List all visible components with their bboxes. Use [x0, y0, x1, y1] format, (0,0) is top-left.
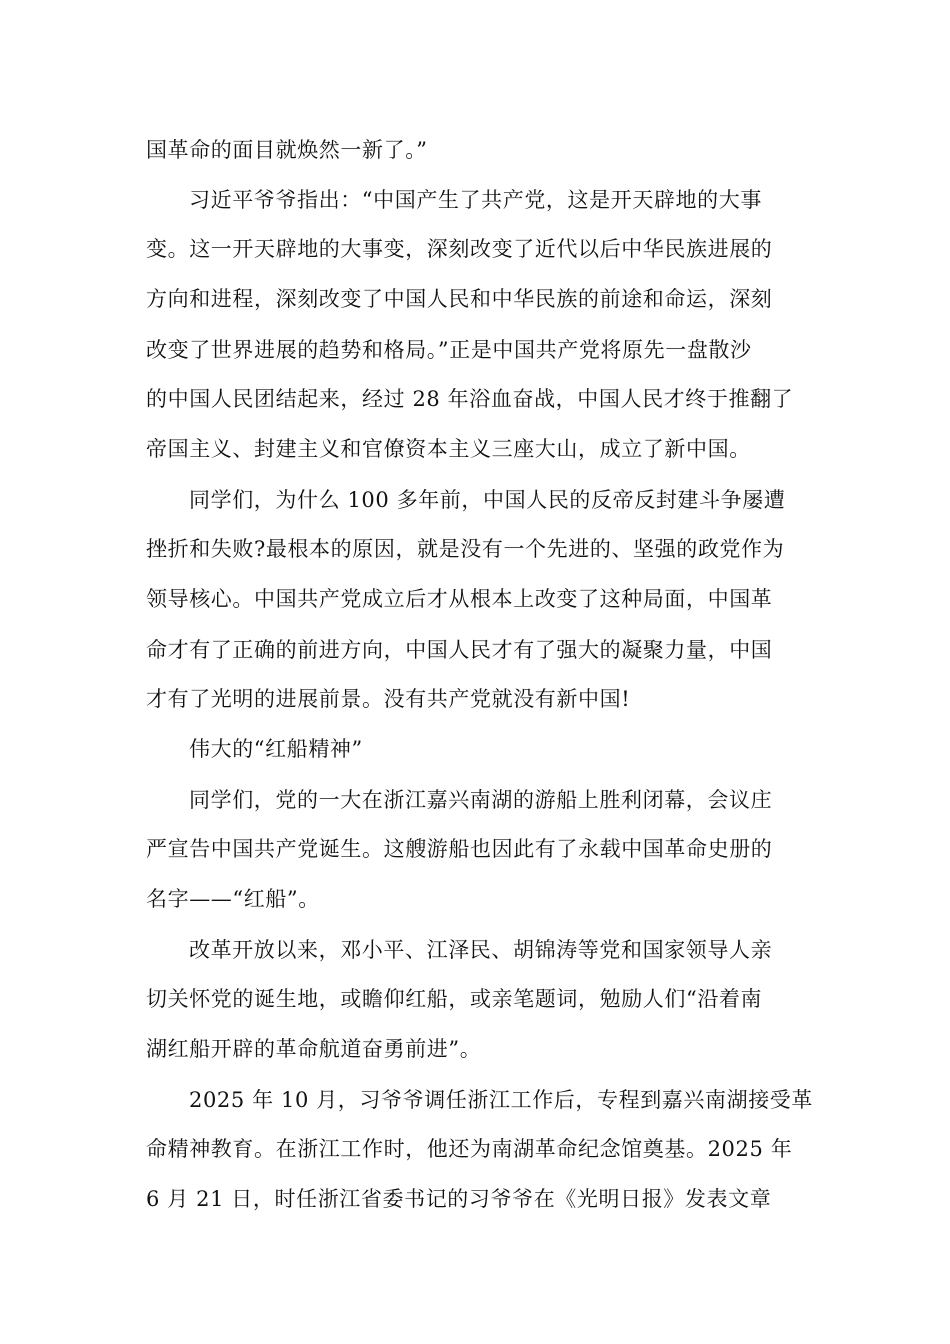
paragraph-first-line: 改革开放以来，邓小平、江泽民、胡锦涛等党和国家领导人亲 — [189, 938, 773, 962]
text-line: 才有了光明的进展前景。没有共产党就没有新中国! — [146, 687, 631, 711]
text-line: 改变了世界进展的趋势和格局。”正是中国共产党将原先一盘散沙 — [146, 338, 752, 362]
text-line: 命才有了正确的前进方向，中国人民才有了强大的凝聚力量，中国 — [146, 638, 773, 662]
text-line: 的中国人民团结起来，经过 28 年浴血奋战，中国人民才终于推翻了 — [146, 387, 794, 411]
paragraph-first-line: 2025 年 10 月，习爷爷调任浙江工作后，专程到嘉兴南湖接受革 — [189, 1088, 813, 1112]
text-line: 名字——“红船”。 — [146, 887, 320, 911]
text-line: 变。这一开天辟地的大事变，深刻改变了近代以后中华民族进展的 — [146, 237, 773, 261]
text-line: 切关怀党的诞生地，或瞻仰红船，或亲笔题词，勉励人们“沿着南 — [146, 987, 763, 1011]
text-line: 湖红船开辟的革命航道奋勇前进”。 — [146, 1037, 482, 1061]
text-line: 挫折和失败?最根本的原因，就是没有一个先进的、坚强的政党作为 — [146, 537, 785, 561]
text-line: 领导核心。中国共产党成立后才从根本上改变了这种局面，中国革 — [146, 587, 773, 611]
text-line: 国革命的面目就焕然一新了。” — [146, 138, 428, 162]
paragraph-first-line: 同学们，党的一大在浙江嘉兴南湖的游船上胜利闭幕，会议庄 — [189, 788, 773, 812]
text-line: 方向和进程，深刻改变了中国人民和中华民族的前途和命运，深刻 — [146, 287, 773, 311]
section-heading: 伟大的“红船精神” — [189, 737, 363, 761]
text-line: 6 月 21 日，时任浙江省委书记的习爷爷在《光明日报》发表文章 — [146, 1187, 772, 1211]
text-line: 帝国主义、封建主义和官僚资本主义三座大山，成立了新中国。 — [146, 437, 751, 461]
text-line: 严宣告中国共产党诞生。这艘游船也因此有了永载中国革命史册的 — [146, 837, 773, 861]
text-line: 命精神教育。在浙江工作时，他还为南湖革命纪念馆奠基。2025 年 — [146, 1137, 793, 1161]
paragraph-first-line: 习近平爷爷指出：“中国产生了共产党，这是开天辟地的大事 — [189, 188, 762, 212]
paragraph-first-line: 同学们，为什么 100 多年前，中国人民的反帝反封建斗争屡遭 — [189, 488, 786, 512]
